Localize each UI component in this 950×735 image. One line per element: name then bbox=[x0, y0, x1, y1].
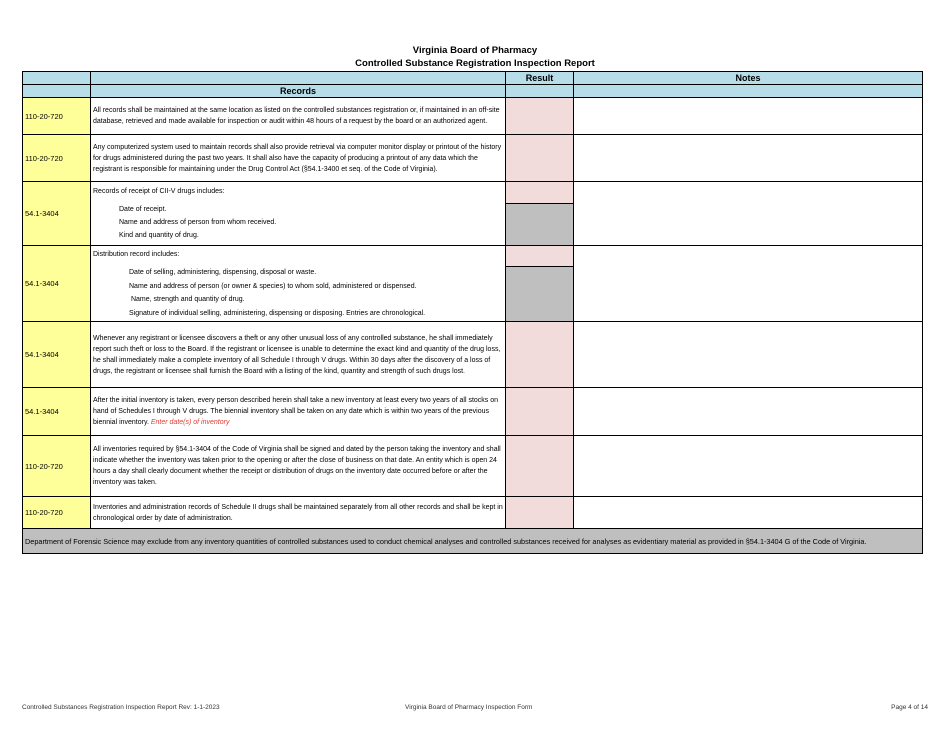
requirement-text bbox=[91, 246, 506, 322]
table-row bbox=[23, 497, 923, 529]
inspection-table bbox=[22, 71, 923, 554]
header-blank-cell bbox=[91, 72, 506, 85]
footer-form-name: Virginia Board of Pharmacy Inspection Form bbox=[405, 704, 533, 711]
footnote-row bbox=[23, 529, 923, 554]
list-item: Date of selling, administering, dispensing, disposal or waste. bbox=[129, 269, 317, 276]
notes-cell[interactable] bbox=[574, 322, 923, 388]
result-split bbox=[506, 246, 573, 321]
section-title: Records bbox=[91, 85, 506, 98]
notes-cell[interactable] bbox=[574, 135, 923, 182]
result-cell[interactable] bbox=[506, 246, 574, 322]
column-header-notes: Notes bbox=[574, 72, 923, 85]
notes-cell[interactable] bbox=[574, 497, 923, 529]
notes-cell[interactable] bbox=[574, 388, 923, 436]
regulation-code: 110-20-720 bbox=[23, 135, 91, 182]
section-header-row bbox=[23, 85, 923, 98]
footnote-text: Department of Forensic Science may exclude from any inventory quantities of controlled substances used to conduct chemical analyses and controlled substances received for analyses as evidentiary material as provided in §54.1-3404 G of the Code of Virginia. bbox=[23, 529, 923, 554]
list-item: Kind and quantity of drug. bbox=[119, 232, 199, 239]
requirement-text: Inventories and administration records of Schedule II drugs shall be maintained separately from all other records and shall be kept in chronological order by date of administration. bbox=[91, 497, 506, 529]
page-title: Virginia Board of Pharmacy bbox=[412, 45, 538, 56]
regulation-code: 110-20-720 bbox=[23, 98, 91, 135]
result-cell[interactable] bbox=[506, 322, 574, 388]
result-split bbox=[506, 182, 573, 245]
table-row bbox=[23, 388, 923, 436]
table-row bbox=[23, 436, 923, 497]
section-code-cell bbox=[23, 85, 91, 98]
page-subtitle: Controlled Substance Registration Inspection Report bbox=[355, 58, 595, 69]
list-item: Name, strength and quantity of drug. bbox=[129, 296, 245, 303]
section-notes-cell bbox=[574, 85, 923, 98]
header-code-cell bbox=[23, 72, 91, 85]
result-cell[interactable] bbox=[506, 436, 574, 497]
notes-cell[interactable] bbox=[574, 98, 923, 135]
result-shaded bbox=[506, 267, 573, 322]
regulation-code: 54.1-3404 bbox=[23, 322, 91, 388]
regulation-code: 110-20-720 bbox=[23, 497, 91, 529]
table-row bbox=[23, 98, 923, 135]
footer-page-number: Page 4 of 14 bbox=[891, 704, 928, 711]
requirement-text: All inventories required by §54.1-3404 of the Code of Virginia shall be signed and dated by the person taking the inventory and shall indicate whether the inventory was taken prior to the opening or after the close of business on that date. An entity which is open 24 hours a day shall clearly document whether the receipt or distribution of drugs on the inventory date occurred before or after the inventory was taken. bbox=[91, 436, 506, 497]
notes-cell[interactable] bbox=[574, 246, 923, 322]
regulation-code: 54.1-3404 bbox=[23, 388, 91, 436]
requirement-text: All records shall be maintained at the same location as listed on the controlled substances registration or, if maintained in an off-site database, retrieved and made available for inspection or audit within 48 hours of a request by the board or an authorized agent. bbox=[91, 98, 506, 135]
requirement-text: Any computerized system used to maintain records shall also provide retrieval via computer monitor display or printout of the history for drugs administered during the past two years. It shall also have the capacity of producing a printout of any data which the registrant is responsible for maintaining under the Drug Control Act (§54.1-3400 et seq. of the Code of Virginia). bbox=[91, 135, 506, 182]
inventory-date-hint: Enter date(s) of inventory bbox=[150, 419, 230, 426]
requirement-intro: Distribution record includes: bbox=[93, 251, 180, 258]
list-item: Name and address of person from whom received. bbox=[119, 219, 277, 226]
list-item: Signature of individual selling, administering, dispensing or disposing. Entries are chronological. bbox=[129, 309, 426, 317]
result-input[interactable] bbox=[506, 246, 573, 267]
result-cell[interactable] bbox=[506, 497, 574, 529]
regulation-code: 54.1-3404 bbox=[23, 182, 91, 246]
footer-revision: Controlled Substances Registration Inspection Report Rev: 1-1-2023 bbox=[22, 704, 220, 711]
list-item: Date of receipt. bbox=[119, 206, 167, 213]
result-cell[interactable] bbox=[506, 388, 574, 436]
table-row bbox=[23, 246, 923, 322]
result-shaded bbox=[506, 204, 573, 246]
table-row bbox=[23, 322, 923, 388]
result-input[interactable] bbox=[506, 182, 573, 204]
requirement-text: Whenever any registrant or licensee discovers a theft or any other unusual loss of any controlled substance, he shall immediately report such theft or loss to the Board. If the registrant or licensee is unable to determine the exact kind and quantity of the drug loss, he shall immediately make a complete inventory of all Schedule I through V drugs. Within 30 days after the discovery of a loss of drugs, the registrant or licensee shall furnish the Board with a listing of the kind, quantity and strength of such drugs lost. bbox=[91, 322, 506, 388]
result-cell[interactable] bbox=[506, 135, 574, 182]
notes-cell[interactable] bbox=[574, 182, 923, 246]
column-header-result: Result bbox=[506, 72, 574, 85]
requirement-text bbox=[91, 388, 506, 436]
regulation-code: 54.1-3404 bbox=[23, 246, 91, 322]
regulation-code: 110-20-720 bbox=[23, 436, 91, 497]
list-item: Name and address of person (or owner & species) to whom sold, administered or dispensed. bbox=[129, 282, 417, 290]
table-row bbox=[23, 182, 923, 246]
column-header-row bbox=[23, 72, 923, 85]
section-result-cell bbox=[506, 85, 574, 98]
requirement-intro: Records of receipt of CII-V drugs includes: bbox=[93, 188, 225, 195]
table-row bbox=[23, 135, 923, 182]
result-cell[interactable] bbox=[506, 182, 574, 246]
requirement-body: After the initial inventory is taken, every person described herein shall take a new inventory at least every two years of all stocks on hand of Schedules I through V drugs. The biennial inventory shall be taken on any date which is within two years of the previous biennial inventory. bbox=[93, 397, 499, 426]
requirement-text bbox=[91, 182, 506, 246]
result-cell[interactable] bbox=[506, 98, 574, 135]
notes-cell[interactable] bbox=[574, 436, 923, 497]
